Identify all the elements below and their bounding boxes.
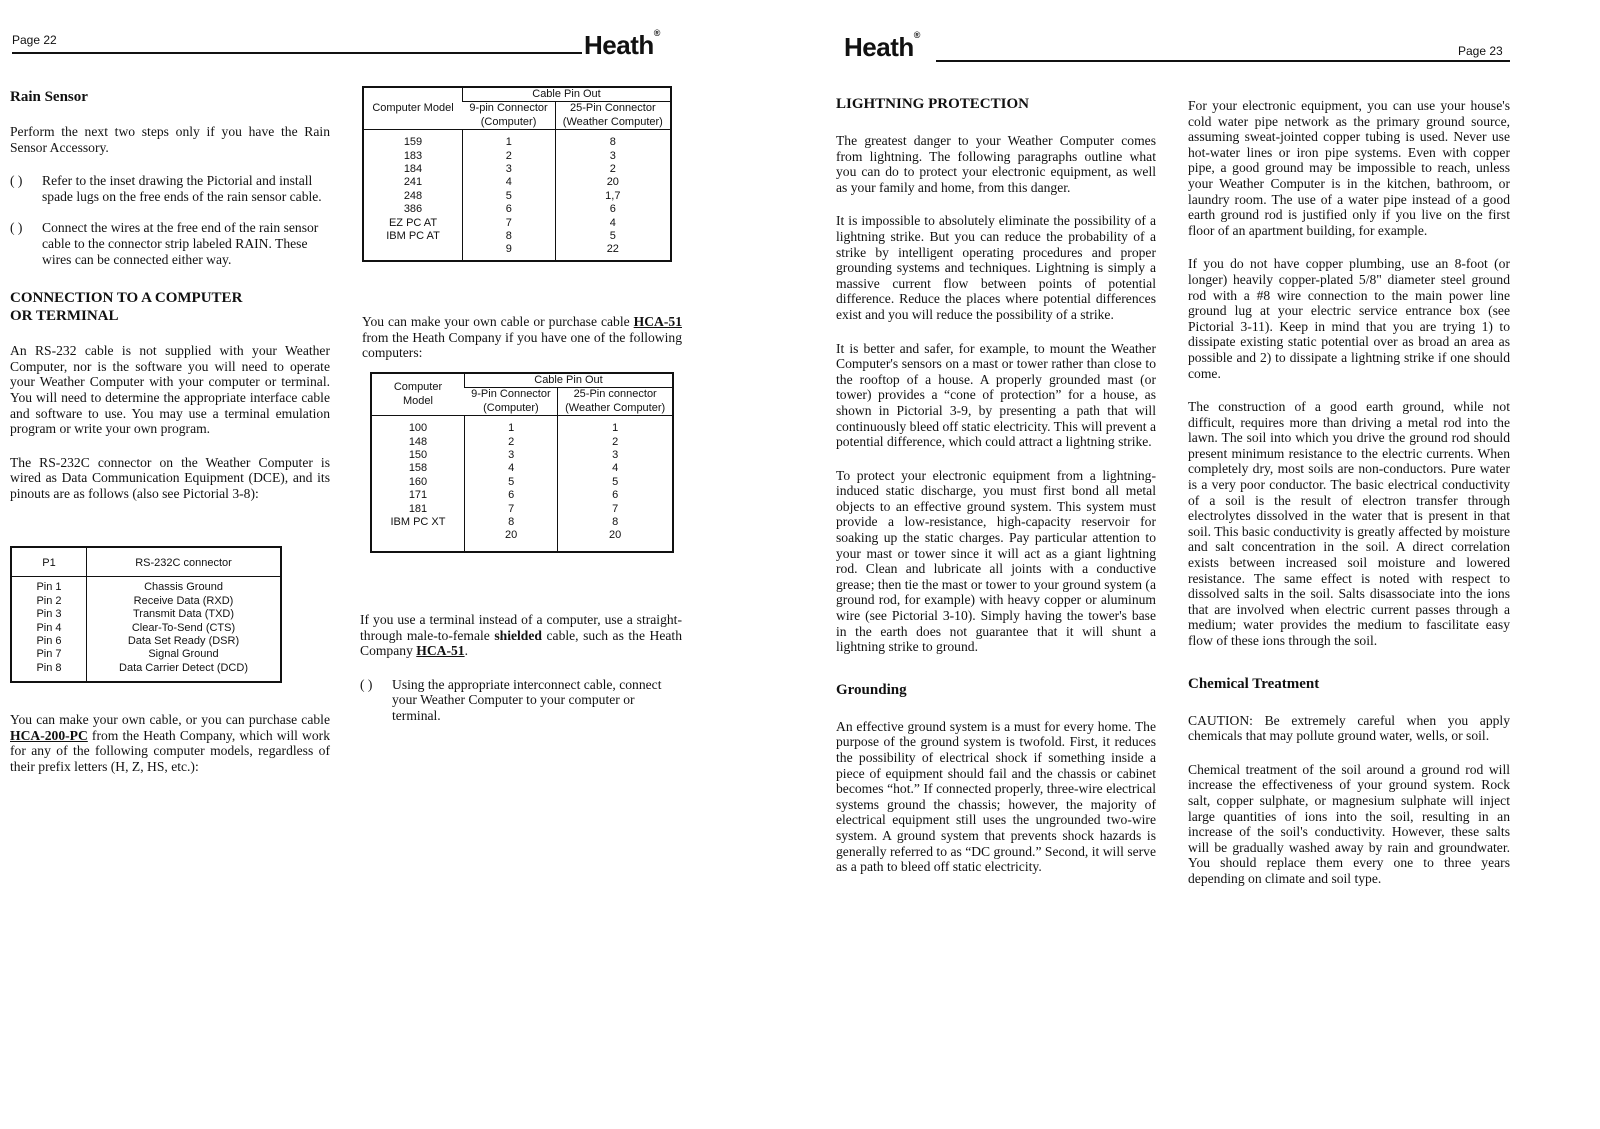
table-header: Cable Pin Out <box>465 374 673 388</box>
table-header: 9-Pin Connector (Computer) <box>465 388 558 416</box>
header-rule <box>12 52 582 54</box>
body-paragraph: An effective ground system is a must for every home. The purpose of the ground system is twofold. First, it reduces the possibility of electrical shock if something inside a piece of equipment should fail and the chassis or cabinet becomes “hot.” If connected properly, three-wire electrical systems ground the chassis; however, the majority of electrical equipment still uses the ungrounded two-wire system. A ground system that prevents shock hazards is generally referred to as “DC ground.” Second, it will serve as a path to bleed off static electricity. <box>836 718 1156 875</box>
body-paragraph: CAUTION: Be extremely careful when you apply chemicals that may pollute ground water, wells, or soil. <box>1188 712 1510 744</box>
hca-51-link[interactable]: HCA-51 <box>633 314 682 329</box>
chemical-treatment-heading: Chemical Treatment <box>1188 675 1320 692</box>
table-header: Computer Model <box>364 88 463 130</box>
pin9-list: 1 2 3 4 5 6 7 8 20 <box>465 416 558 551</box>
step-text: Using the appropriate interconnect cable, connect your Weather Computer to your computer or terminal. <box>392 676 662 723</box>
body-paragraph: For your electronic equipment, you can use your house's cold water pipe network as the primary ground source, assuming sweat-jointed copper tubing is used. Never use hot-water lines or iron pipe systems. Even with copper pipe, a good ground may be impossible to reach, unless your Weather Computer is in the kitchen, bathroom, or laundry room. The use of a water pipe instead of a good earth ground rod is justified only if you live on the first floor of an apartment building, for example. <box>1188 98 1510 238</box>
pin25-list: 1 2 3 4 5 6 7 8 20 <box>558 416 672 551</box>
step-item <box>10 173 330 204</box>
table-header: RS-232C connector <box>87 548 281 577</box>
step-item <box>10 220 330 267</box>
step-text: Connect the wires at the free end of the rain sensor cable to the connector strip labeled RAIN. These wires can be connected either way. <box>42 220 319 267</box>
rs232-pin-table <box>10 546 282 683</box>
body-paragraph: It is better and safer, for example, to mount the Weather Computer's sensors on a mast or tower rather than close to the rooftop of a house. A properly grounded mast (or tower) provides a “cone of protection” for a house, as shown in Pictorial 3-9, by presenting a path that will continuously bleed off static electricity. This will prevent a potential difference, which could attract a lightning strike. <box>836 340 1156 450</box>
table-header: P1 <box>12 548 87 577</box>
table-header: 25-Pin connector (Weather Computer) <box>558 388 672 416</box>
cable-pinout-table-1 <box>362 86 672 262</box>
left-column <box>10 88 330 520</box>
body-paragraph: If you do not have copper plumbing, use an 8-foot (or longer) heavily copper-plated 5/8" diameter steel ground rod with a #8 wire connection to the main power line ground lug at your electric service entrance box (see Pictorial 3-11). Keep in mind that you are trying 1) to dissipate existing static potential over as broad an area as possible and 2) to dissipate a lightning strike if one should come. <box>1188 256 1510 381</box>
pin9-list: 1 2 3 4 5 6 7 8 9 <box>463 130 556 260</box>
checkbox-marker: ( ) <box>10 220 23 236</box>
table-header: 25-Pin Connector (Weather Computer) <box>555 102 670 130</box>
rain-sensor-heading: Rain Sensor <box>10 89 88 105</box>
heath-logo: Heath® <box>584 28 660 60</box>
body-paragraph: Chemical treatment of the soil around a ground rod will increase the effectiveness of your ground system. Rock salt, copper sulphate, or magnesium sulphate will inject large quantities of ions into the soil, resulting in an increase of the soil's conductivity. However, these salts will be gradually washed away by rain and groundwater. You should replace them every one to three years depending on climate and soil type. <box>1188 761 1510 886</box>
pin-list: Pin 1 Pin 2 Pin 3 Pin 4 Pin 6 Pin 7 Pin 8 <box>36 581 62 674</box>
hca200-paragraph: You can make your own cable, or you can purchase cable HCA-200-PC from the Heath Company, which will work for any of the following computer models, regardless of their prefix letters (H, Z, HS, etc.): <box>10 712 330 774</box>
lightning-heading: LIGHTNING PROTECTION <box>836 96 1029 112</box>
table-header: Cable Pin Out <box>463 88 671 102</box>
page-number: Page 23 <box>1458 44 1503 58</box>
connection-heading-line1: CONNECTION TO A COMPUTER <box>10 290 243 307</box>
step-item <box>360 677 682 724</box>
grounding-heading: Grounding <box>836 681 907 698</box>
connection-paragraph: The RS-232C connector on the Weather Computer is wired as Data Communication Equipment (DCE), and its pinouts are as follows (also see Pictorial 3-8): <box>10 454 330 501</box>
cable-pinout-table-2 <box>370 372 674 553</box>
hca-200-pc-link[interactable]: HCA-200-PC <box>10 727 88 743</box>
header-rule <box>936 60 1510 62</box>
body-paragraph: The greatest danger to your Weather Computer comes from lightning. The following paragraphs outline what you can do to protect your electronic equipment, as well as your family and home, from this danger. <box>836 133 1156 195</box>
table-header: Computer Model <box>372 374 465 416</box>
right-column <box>1188 98 1510 905</box>
table-header: 9-pin Connector (Computer) <box>463 102 556 130</box>
pin25-list: 8 3 2 20 1,7 6 4 5 22 <box>555 130 670 260</box>
terminal-paragraph: If you use a terminal instead of a computer, use a straight-through male-to-female shielded cable, such as the Heath Company HCA-51. ( ) Using the appropriate interconnect cable, connect your Weather Computer to your computer or terminal. <box>360 612 682 723</box>
step-text: Refer to the inset drawing the Pictorial and install spade lugs on the free ends of the rain sensor cable. <box>42 173 322 204</box>
right-page <box>800 0 1600 1129</box>
body-paragraph: It is impossible to absolutely eliminate the possibility of a lightning strike. But you can reduce the probability of a strike by intelligent operating procedures and proper grounding systems and techniques. Lightning is simply a massive current flow between points of potential difference. Reduce the places where potential differences exist and you will reduce the possibility of a strike. <box>836 213 1156 322</box>
body-paragraph: To protect your electronic equipment from a lightning-induced static discharge, you must first bond all metal objects to an effective ground system. This system must provide a low-resistance, high-capacity reservoir for soaking up the static charges. Pay particular attention to your mast or tower since it will act as a giant lightning rod. Clean and lubricate all joints with a conductive grease; then tie the mast or tower to your ground system (a ground rod, for example) with heavy copper or aluminum wire (see Pictorial 3-10). Simply having the tower's base in the earth does not guarantee that it will shunt a lightning strike to ground. <box>836 467 1156 655</box>
model-list: 100 148 150 158 160 171 181 IBM PC XT <box>390 422 446 529</box>
heath-logo: Heath® <box>844 30 920 62</box>
checkbox-marker: ( ) <box>10 173 23 189</box>
rain-sensor-intro: Perform the next two steps only if you have the Rain Sensor Accessory. <box>10 124 330 155</box>
model-list: 159 183 184 241 248 386 EZ PC AT IBM PC AT <box>386 136 440 243</box>
body-paragraph: The construction of a good earth ground, while not difficult, requires more than driving a metal rod into the lawn. The soil into which you drive the ground rod should present minimum resistance to the electric currents. When completely dry, most soils are non-conductors. Pure water is a very poor conductor. The basic electrical conductivity of a soil is the result of electron transfer through electrolytes dissolved in the water that is present in that soil. This basic conductivity is greatly affected by moisture and salt concentration in the soil. A direct correlation exists between increased soil moisture and lowered resistance. The same effect is noted with respect to dissolved salts in the soil. Salts disassociate into the ions that are involved when electric current passes through a medium; water provides the medium to fascilitate easy flow of these ions through the soil. <box>1188 399 1510 648</box>
lightning-column <box>836 95 1156 893</box>
connection-heading-line2: OR TERMINAL <box>10 308 119 325</box>
hca-51-link[interactable]: HCA-51 <box>416 643 465 659</box>
checkbox-marker: ( ) <box>360 676 373 692</box>
page-number: Page 22 <box>12 33 57 47</box>
signal-list: Chassis Ground Receive Data (RXD) Transmit Data (TXD) Clear-To-Send (CTS) Data Set Ready (DSR) Signal Ground Data Carrier Detect (DCD) <box>87 577 281 681</box>
hca51-paragraph: You can make your own cable or purchase cable HCA-51 from the Heath Company if you have one of the following computers: <box>362 314 682 361</box>
connection-paragraph: An RS-232 cable is not supplied with your Weather Computer, nor is the software you will need to operate your Weather Computer with your computer or terminal. You will need to determine the appropriate interface cable and software to use. You may use a terminal emulation program or write your own program. <box>10 343 330 437</box>
